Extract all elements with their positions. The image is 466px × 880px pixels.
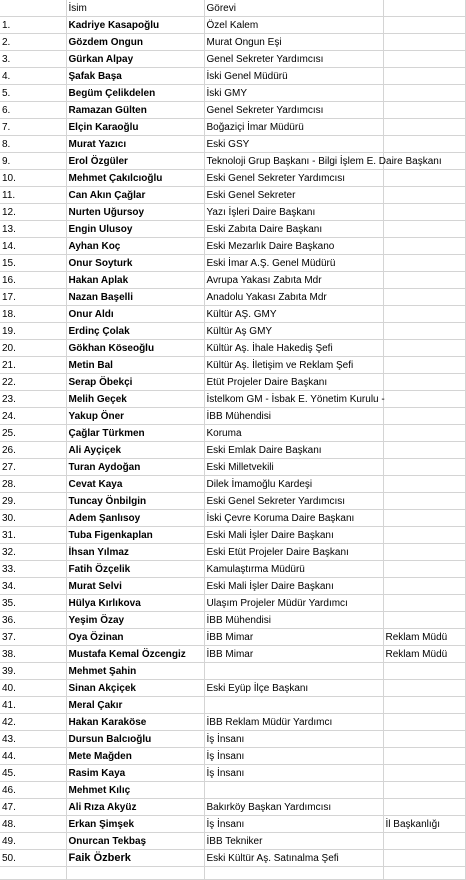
row-number[interactable]: 20. [0,340,66,357]
extra-note[interactable] [383,850,465,867]
extra-note[interactable]: İl Başkanlığı [383,816,465,833]
table-row [0,289,465,306]
row-number[interactable]: 15. [0,255,66,272]
row-number[interactable]: 1. [0,17,66,34]
person-role[interactable]: Eski İmar A.Ş. Genel Müdürü [204,255,383,272]
person-role[interactable]: Eski Etüt Projeler Daire Başkanı [204,544,383,561]
row-number[interactable]: 30. [0,510,66,527]
person-name[interactable]: Oya Özinan [66,629,204,646]
extra-note[interactable] [383,731,465,748]
table-row [0,629,465,646]
table-row [0,34,465,51]
person-name[interactable]: Onur Aldı [66,306,204,323]
table-row [0,748,465,765]
row-number[interactable]: 10. [0,170,66,187]
extra-note[interactable] [383,306,465,323]
table-row [0,595,465,612]
table-row [0,17,465,34]
person-name[interactable]: Çağlar Türkmen [66,425,204,442]
extra-note[interactable] [383,34,465,51]
person-role[interactable]: İBB Reklam Müdür Yardımcı [204,714,383,731]
extra-note[interactable] [383,204,465,221]
person-name[interactable]: Melih Geçek [66,391,204,408]
row-number[interactable]: 49. [0,833,66,850]
extra-note[interactable] [383,612,465,629]
table-row [0,663,465,680]
person-role[interactable] [204,663,383,680]
person-name[interactable]: Yeşim Özay [66,612,204,629]
extra-note[interactable] [383,272,465,289]
extra-note[interactable] [383,527,465,544]
row-number[interactable]: 18. [0,306,66,323]
row-number[interactable]: 40. [0,680,66,697]
row-number[interactable]: 16. [0,272,66,289]
person-name[interactable]: Begüm Çelikdelen [66,85,204,102]
table-row [0,187,465,204]
extra-note[interactable]: Reklam Müdü [383,629,465,646]
person-name[interactable]: Nurten Uğursoy [66,204,204,221]
extra-note[interactable] [383,170,465,187]
extra-note[interactable]: Reklam Müdü [383,646,465,663]
table-row [0,680,465,697]
person-role[interactable]: Eski Emlak Daire Başkanı [204,442,383,459]
row-number[interactable]: 41. [0,697,66,714]
person-role[interactable]: Eski Eyüp İlçe Başkanı [204,680,383,697]
cell-blank[interactable] [0,0,66,17]
person-role[interactable]: İBB Mühendisi [204,408,383,425]
extra-note[interactable] [383,102,465,119]
row-number[interactable]: 27. [0,459,66,476]
extra-note[interactable] [383,595,465,612]
extra-note[interactable] [383,459,465,476]
table-row [0,714,465,731]
person-name[interactable]: Turan Aydoğan [66,459,204,476]
person-name[interactable]: Tuba Figenkaplan [66,527,204,544]
extra-note[interactable] [383,561,465,578]
row-number[interactable]: 47. [0,799,66,816]
table-row [0,731,465,748]
person-role[interactable]: İş İnsanı [204,816,383,833]
extra-note[interactable] [383,17,465,34]
cell-blank[interactable] [0,867,66,880]
table-row [0,459,465,476]
person-name[interactable]: Ramazan Gülten [66,102,204,119]
table-row [0,799,465,816]
row-number[interactable]: 39. [0,663,66,680]
row-number[interactable]: 25. [0,425,66,442]
row-number[interactable]: 24. [0,408,66,425]
extra-note[interactable] [383,765,465,782]
extra-note[interactable] [383,119,465,136]
table-row [0,391,465,408]
table-row [0,510,465,527]
table-row [0,578,465,595]
table-row [0,323,465,340]
table-row [0,238,465,255]
table-row [0,408,465,425]
row-number[interactable]: 9. [0,153,66,170]
person-role[interactable]: İski GMY [204,85,383,102]
person-role[interactable]: Boğaziçi İmar Müdürü [204,119,383,136]
person-role[interactable]: İBB Mimar [204,646,383,663]
row-number[interactable]: 48. [0,816,66,833]
person-role[interactable]: İş İnsanı [204,748,383,765]
extra-note[interactable] [383,255,465,272]
person-role[interactable]: Kültür Aş. İhale Hakediş Şefi [204,340,383,357]
table-row [0,340,465,357]
person-name[interactable]: Tuncay Önbilgin [66,493,204,510]
person-role[interactable]: Kültür AŞ. GMY [204,306,383,323]
cell-blank[interactable] [204,867,383,880]
person-name[interactable]: Mehmet Şahin [66,663,204,680]
cell-blank[interactable] [383,867,465,880]
row-number[interactable]: 21. [0,357,66,374]
person-name[interactable]: Nazan Başelli [66,289,204,306]
person-role[interactable]: İstelkom GM - İsbak E. Yönetim Kurulu - [204,391,383,408]
table-row [0,646,465,663]
empty-row [0,867,465,880]
person-name[interactable]: Serap Öbekçi [66,374,204,391]
person-role[interactable]: İski Çevre Koruma Daire Başkanı [204,510,383,527]
person-role[interactable]: Teknoloji Grup Başkanı - Bilgi İşlem E. Daire Başkanı [204,153,383,170]
row-number[interactable]: 11. [0,187,66,204]
extra-note[interactable] [383,51,465,68]
row-number[interactable]: 50. [0,850,66,867]
person-role[interactable]: Eski Genel Sekreter [204,187,383,204]
person-name[interactable]: Mehmet Çakılcıoğlu [66,170,204,187]
person-role[interactable]: Anadolu Yakası Zabıta Mdr [204,289,383,306]
table-row [0,782,465,799]
table-row [0,765,465,782]
person-role[interactable] [204,782,383,799]
extra-note[interactable] [383,714,465,731]
row-number[interactable]: 44. [0,748,66,765]
extra-note[interactable] [383,238,465,255]
extra-note[interactable] [383,510,465,527]
person-name[interactable]: Murat Selvi [66,578,204,595]
person-role[interactable]: Kamulaştırma Müdürü [204,561,383,578]
table-row [0,272,465,289]
cell-blank[interactable] [383,0,465,17]
extra-note[interactable] [383,391,465,408]
person-role[interactable]: İBB Mimar [204,629,383,646]
extra-note[interactable] [383,697,465,714]
person-name[interactable]: Hakan Karaköse [66,714,204,731]
person-name[interactable]: Mustafa Kemal Özcengiz [66,646,204,663]
person-name[interactable]: Can Akın Çağlar [66,187,204,204]
row-number[interactable]: 43. [0,731,66,748]
header-row [0,0,465,17]
extra-note[interactable] [383,289,465,306]
row-number[interactable]: 33. [0,561,66,578]
row-number[interactable]: 13. [0,221,66,238]
extra-note[interactable] [383,833,465,850]
person-role[interactable]: Etüt Projeler Daire Başkanı [204,374,383,391]
row-number[interactable]: 22. [0,374,66,391]
extra-note[interactable] [383,442,465,459]
person-role[interactable]: Genel Sekreter Yardımcısı [204,102,383,119]
row-number[interactable]: 35. [0,595,66,612]
table-row [0,204,465,221]
row-number[interactable]: 31. [0,527,66,544]
person-role[interactable]: Eski Genel Sekreter Yardımcısı [204,493,383,510]
extra-note[interactable] [383,663,465,680]
table-row [0,527,465,544]
row-number[interactable]: 2. [0,34,66,51]
person-name[interactable]: Erdinç Çolak [66,323,204,340]
extra-note[interactable] [383,799,465,816]
table-row [0,561,465,578]
table-row [0,833,465,850]
extra-note[interactable] [383,578,465,595]
table-row [0,612,465,629]
extra-note[interactable] [383,340,465,357]
extra-note[interactable] [383,476,465,493]
row-number[interactable]: 12. [0,204,66,221]
person-name[interactable]: Ali Ayçiçek [66,442,204,459]
row-number[interactable]: 19. [0,323,66,340]
row-number[interactable]: 7. [0,119,66,136]
person-name[interactable]: Elçin Karaoğlu [66,119,204,136]
extra-note[interactable] [383,425,465,442]
person-name[interactable]: Ali Rıza Akyüz [66,799,204,816]
extra-note[interactable] [383,374,465,391]
extra-note[interactable] [383,408,465,425]
row-number[interactable]: 42. [0,714,66,731]
row-number[interactable]: 46. [0,782,66,799]
table-row [0,153,465,170]
person-name[interactable]: Metin Bal [66,357,204,374]
row-number[interactable]: 37. [0,629,66,646]
table-row [0,221,465,238]
person-name[interactable]: Mehmet Kılıç [66,782,204,799]
row-number[interactable]: 23. [0,391,66,408]
extra-note[interactable] [383,187,465,204]
person-name[interactable]: İhsan Yılmaz [66,544,204,561]
person-role[interactable]: İski Genel Müdürü [204,68,383,85]
row-number[interactable]: 34. [0,578,66,595]
person-name[interactable]: Faik Özberk [66,850,204,867]
row-number[interactable]: 45. [0,765,66,782]
person-role[interactable]: Eski Mali İşler Daire Başkanı [204,527,383,544]
person-name[interactable]: Gürkan Alpay [66,51,204,68]
person-role[interactable]: Özel Kalem [204,17,383,34]
row-number[interactable]: 6. [0,102,66,119]
table-row [0,476,465,493]
row-number[interactable]: 29. [0,493,66,510]
extra-note[interactable] [383,323,465,340]
person-name[interactable]: Onur Soyturk [66,255,204,272]
person-role[interactable]: İBB Tekniker [204,833,383,850]
table-row [0,102,465,119]
extra-note[interactable] [383,357,465,374]
person-name[interactable]: Şafak Başa [66,68,204,85]
row-number[interactable]: 32. [0,544,66,561]
person-role[interactable]: Eski Mezarlık Daire Başkano [204,238,383,255]
table-row [0,51,465,68]
table-row [0,255,465,272]
person-name[interactable]: Gökhan Köseoğlu [66,340,204,357]
person-role[interactable]: Kültür Aş GMY [204,323,383,340]
person-name[interactable]: Onurcan Tekbaş [66,833,204,850]
extra-note[interactable] [383,544,465,561]
person-role[interactable] [204,697,383,714]
person-role[interactable]: Eski Mali İşler Daire Başkanı [204,578,383,595]
person-name[interactable]: Engin Ulusoy [66,221,204,238]
table-row [0,357,465,374]
table-row [0,85,465,102]
person-name[interactable]: Erkan Şimşek [66,816,204,833]
person-name[interactable]: Cevat Kaya [66,476,204,493]
person-name[interactable]: Rasim Kaya [66,765,204,782]
person-role[interactable]: İş İnsanı [204,765,383,782]
row-number[interactable]: 17. [0,289,66,306]
extra-note[interactable] [383,493,465,510]
table-row [0,136,465,153]
person-name[interactable]: Adem Şanlısoy [66,510,204,527]
extra-note[interactable] [383,782,465,799]
person-role[interactable]: Eski GSY [204,136,383,153]
person-role[interactable]: Koruma [204,425,383,442]
table-row [0,306,465,323]
extra-note[interactable] [383,221,465,238]
person-name[interactable]: Erol Özgüler [66,153,204,170]
person-name[interactable]: Mete Mağden [66,748,204,765]
person-name[interactable]: Sinan Akçiçek [66,680,204,697]
person-name[interactable]: Hülya Kırlıkova [66,595,204,612]
person-name[interactable]: Fatih Özçelik [66,561,204,578]
person-role[interactable]: Murat Ongun Eşi [204,34,383,51]
table-row [0,544,465,561]
person-name[interactable]: Hakan Aplak [66,272,204,289]
table-row [0,697,465,714]
person-role[interactable]: İBB Mühendisi [204,612,383,629]
person-role[interactable]: Yazı İşleri Daire Başkanı [204,204,383,221]
extra-note[interactable] [383,85,465,102]
person-role[interactable]: Eski Genel Sekreter Yardımcısı [204,170,383,187]
person-role[interactable]: İş İnsanı [204,731,383,748]
person-role[interactable]: Ulaşım Projeler Müdür Yardımcı [204,595,383,612]
person-role[interactable]: Eski Kültür Aş. Satınalma Şefi [204,850,383,867]
person-name[interactable]: Yakup Öner [66,408,204,425]
row-number[interactable]: 5. [0,85,66,102]
table-row [0,170,465,187]
row-number[interactable]: 3. [0,51,66,68]
extra-note[interactable] [383,68,465,85]
person-name[interactable]: Kadriye Kasapoğlu [66,17,204,34]
person-name[interactable]: Gözdem Ongun [66,34,204,51]
row-number[interactable]: 36. [0,612,66,629]
table-row [0,816,465,833]
person-role[interactable]: Eski Zabıta Daire Başkanı [204,221,383,238]
person-role[interactable]: Avrupa Yakası Zabıta Mdr [204,272,383,289]
header-role[interactable]: Görevi [204,0,383,17]
table-row [0,493,465,510]
row-number[interactable]: 28. [0,476,66,493]
extra-note[interactable] [383,680,465,697]
row-number[interactable]: 26. [0,442,66,459]
person-role[interactable]: Eski Milletvekili [204,459,383,476]
person-name[interactable]: Dursun Balcıoğlu [66,731,204,748]
person-role[interactable]: Dilek İmamoğlu Kardeşi [204,476,383,493]
table-row [0,425,465,442]
person-role[interactable]: Kültür Aş. İletişim ve Reklam Şefi [204,357,383,374]
row-number[interactable]: 38. [0,646,66,663]
header-name[interactable]: İsim [66,0,204,17]
extra-note[interactable] [383,136,465,153]
person-name[interactable]: Murat Yazıcı [66,136,204,153]
table-row [0,119,465,136]
person-role[interactable]: Bakırköy Başkan Yardımcısı [204,799,383,816]
table-row [0,442,465,459]
person-role[interactable]: Genel Sekreter Yardımcısı [204,51,383,68]
person-name[interactable]: Meral Çakır [66,697,204,714]
table-row [0,850,465,867]
table-row [0,374,465,391]
person-name[interactable]: Ayhan Koç [66,238,204,255]
extra-note[interactable] [383,748,465,765]
row-number[interactable]: 14. [0,238,66,255]
row-number[interactable]: 4. [0,68,66,85]
row-number[interactable]: 8. [0,136,66,153]
cell-blank[interactable] [66,867,204,880]
table-row [0,68,465,85]
